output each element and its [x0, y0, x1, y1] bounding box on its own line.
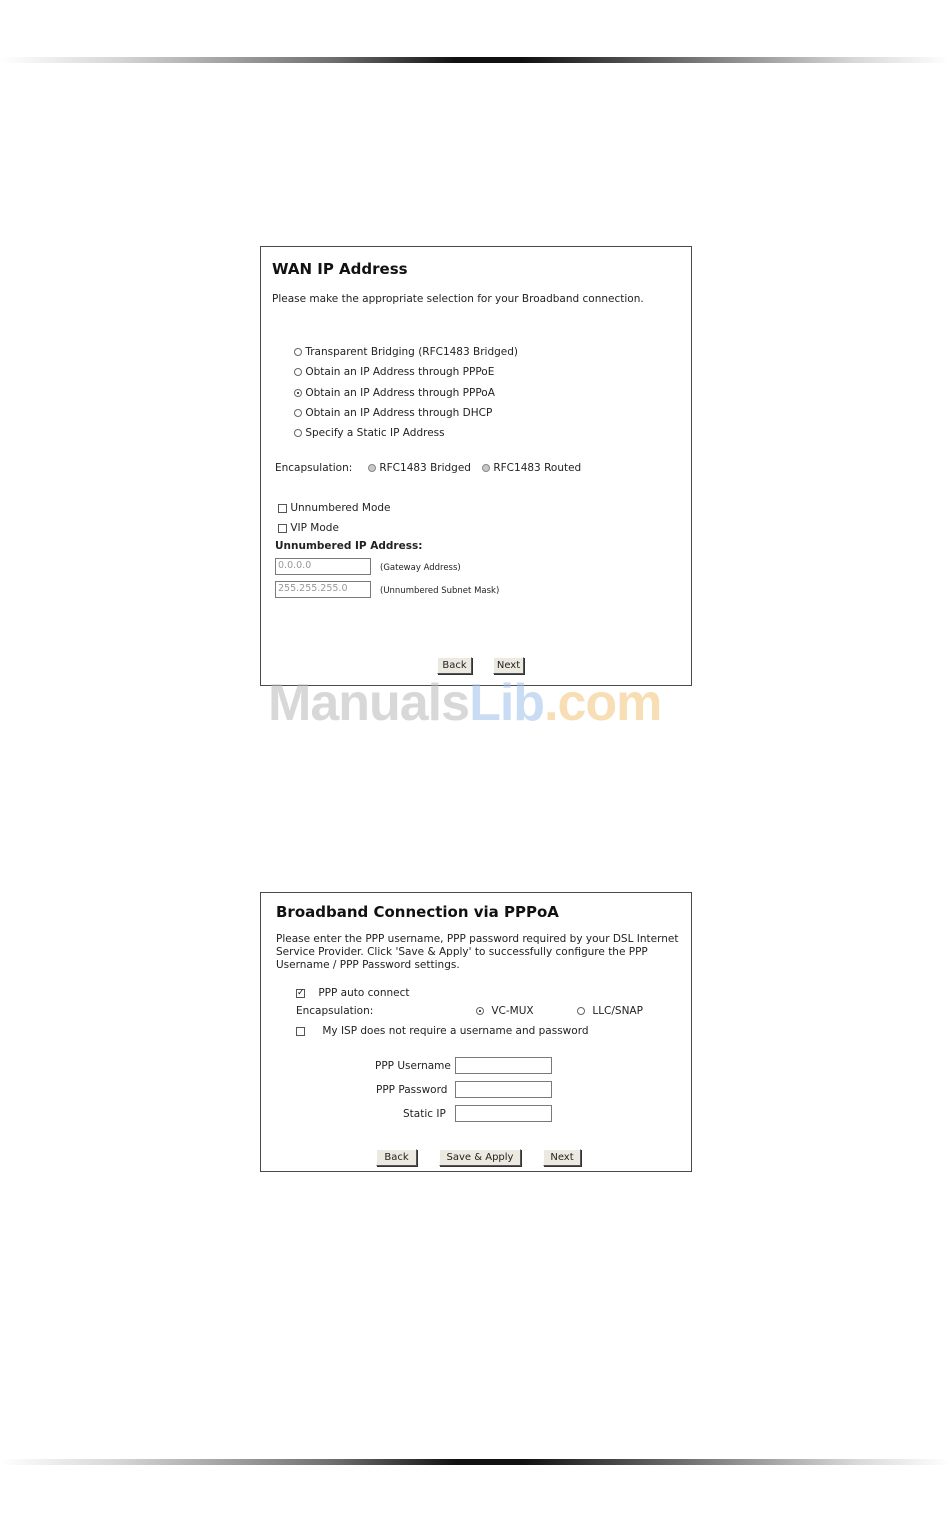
- pppoa-intro-line-3: Username / PPP Password settings.: [276, 959, 460, 971]
- option-label: Transparent Bridging (RFC1483 Bridged): [305, 346, 518, 358]
- static-ip-label: Static IP: [403, 1108, 446, 1120]
- encap-bridged-label: RFC1483 Bridged: [379, 462, 471, 474]
- radio-icon[interactable]: [294, 368, 302, 376]
- radio-selected-icon[interactable]: [294, 389, 302, 397]
- option-label: Obtain an IP Address through DHCP: [305, 407, 493, 419]
- subnet-mask-hint: (Unnumbered Subnet Mask): [380, 586, 500, 596]
- encap-bridged-option[interactable]: [368, 462, 471, 474]
- vc-mux-label: VC-MUX: [491, 1005, 534, 1017]
- checkbox-icon[interactable]: [296, 1027, 305, 1036]
- vip-mode-checkbox[interactable]: [278, 522, 339, 534]
- pppoa-intro-line-2: Service Provider. Click 'Save & Apply' to successfully configure the PPP: [276, 946, 648, 958]
- next-button[interactable]: Next: [493, 657, 524, 674]
- radio-selected-icon[interactable]: [476, 1007, 484, 1015]
- radio-icon[interactable]: [482, 464, 490, 472]
- option-pppoa[interactable]: [294, 387, 495, 399]
- subnet-mask-input[interactable]: 255.255.255.0: [275, 581, 371, 598]
- ppp-auto-connect-label: PPP auto connect: [318, 987, 410, 999]
- top-divider: [0, 57, 950, 63]
- option-label: Obtain an IP Address through PPPoE: [305, 366, 495, 378]
- pppoa-panel: [260, 892, 692, 1172]
- radio-icon[interactable]: [294, 409, 302, 417]
- checkbox-icon[interactable]: [278, 504, 287, 513]
- unnumbered-mode-label: Unnumbered Mode: [290, 502, 391, 514]
- option-label: Specify a Static IP Address: [305, 427, 445, 439]
- pppoa-intro-line-1: Please enter the PPP username, PPP password required by your DSL Internet: [276, 933, 679, 945]
- option-dhcp[interactable]: [294, 407, 492, 419]
- unnumbered-ip-label: Unnumbered IP Address:: [275, 540, 423, 552]
- watermark-part-1: Manuals: [268, 674, 470, 732]
- wan-intro: Please make the appropriate selection for your Broadband connection.: [272, 293, 644, 305]
- manualslib-watermark: [268, 673, 661, 733]
- llc-snap-option[interactable]: [577, 1005, 643, 1017]
- no-username-checkbox[interactable]: [296, 1025, 589, 1037]
- static-ip-input[interactable]: [455, 1105, 552, 1122]
- gateway-hint: (Gateway Address): [380, 563, 461, 573]
- encapsulation-label: Encapsulation:: [275, 462, 353, 474]
- watermark-part-3: .com: [544, 674, 662, 732]
- vc-mux-option[interactable]: [476, 1005, 534, 1017]
- pppoa-encapsulation-label: Encapsulation:: [296, 1005, 374, 1017]
- radio-icon[interactable]: [368, 464, 376, 472]
- ppp-auto-connect-checkbox[interactable]: [296, 987, 410, 999]
- wan-ip-panel: [260, 246, 692, 686]
- radio-icon[interactable]: [577, 1007, 585, 1015]
- checkbox-icon[interactable]: [278, 524, 287, 533]
- gateway-address-input[interactable]: 0.0.0.0: [275, 558, 371, 575]
- ppp-username-input[interactable]: [455, 1057, 552, 1074]
- wan-title: WAN IP Address: [272, 260, 408, 278]
- watermark-part-2: Lib: [469, 674, 545, 732]
- option-static-ip[interactable]: [294, 427, 445, 439]
- back-button[interactable]: Back: [437, 657, 472, 674]
- ppp-password-input[interactable]: [455, 1081, 552, 1098]
- pppoa-title: Broadband Connection via PPPoA: [276, 903, 559, 921]
- ppp-username-label: PPP Username: [375, 1060, 451, 1072]
- vip-mode-label: VIP Mode: [290, 522, 339, 534]
- encap-routed-option[interactable]: [482, 462, 581, 474]
- option-label: Obtain an IP Address through PPPoA: [305, 387, 495, 399]
- unnumbered-mode-checkbox[interactable]: [278, 502, 391, 514]
- save-apply-button[interactable]: Save & Apply: [439, 1149, 521, 1166]
- llc-snap-label: LLC/SNAP: [592, 1005, 643, 1017]
- checkbox-checked-icon[interactable]: ✓: [297, 987, 305, 998]
- next-button[interactable]: Next: [543, 1149, 581, 1166]
- radio-icon[interactable]: [294, 429, 302, 437]
- option-pppoe[interactable]: [294, 366, 494, 378]
- back-button[interactable]: Back: [376, 1149, 417, 1166]
- radio-icon[interactable]: [294, 348, 302, 356]
- no-username-label: My ISP does not require a username and password: [322, 1025, 589, 1037]
- ppp-password-label: PPP Password: [376, 1084, 448, 1096]
- encap-routed-label: RFC1483 Routed: [493, 462, 582, 474]
- bottom-divider: [0, 1459, 950, 1465]
- option-transparent-bridging[interactable]: [294, 346, 518, 358]
